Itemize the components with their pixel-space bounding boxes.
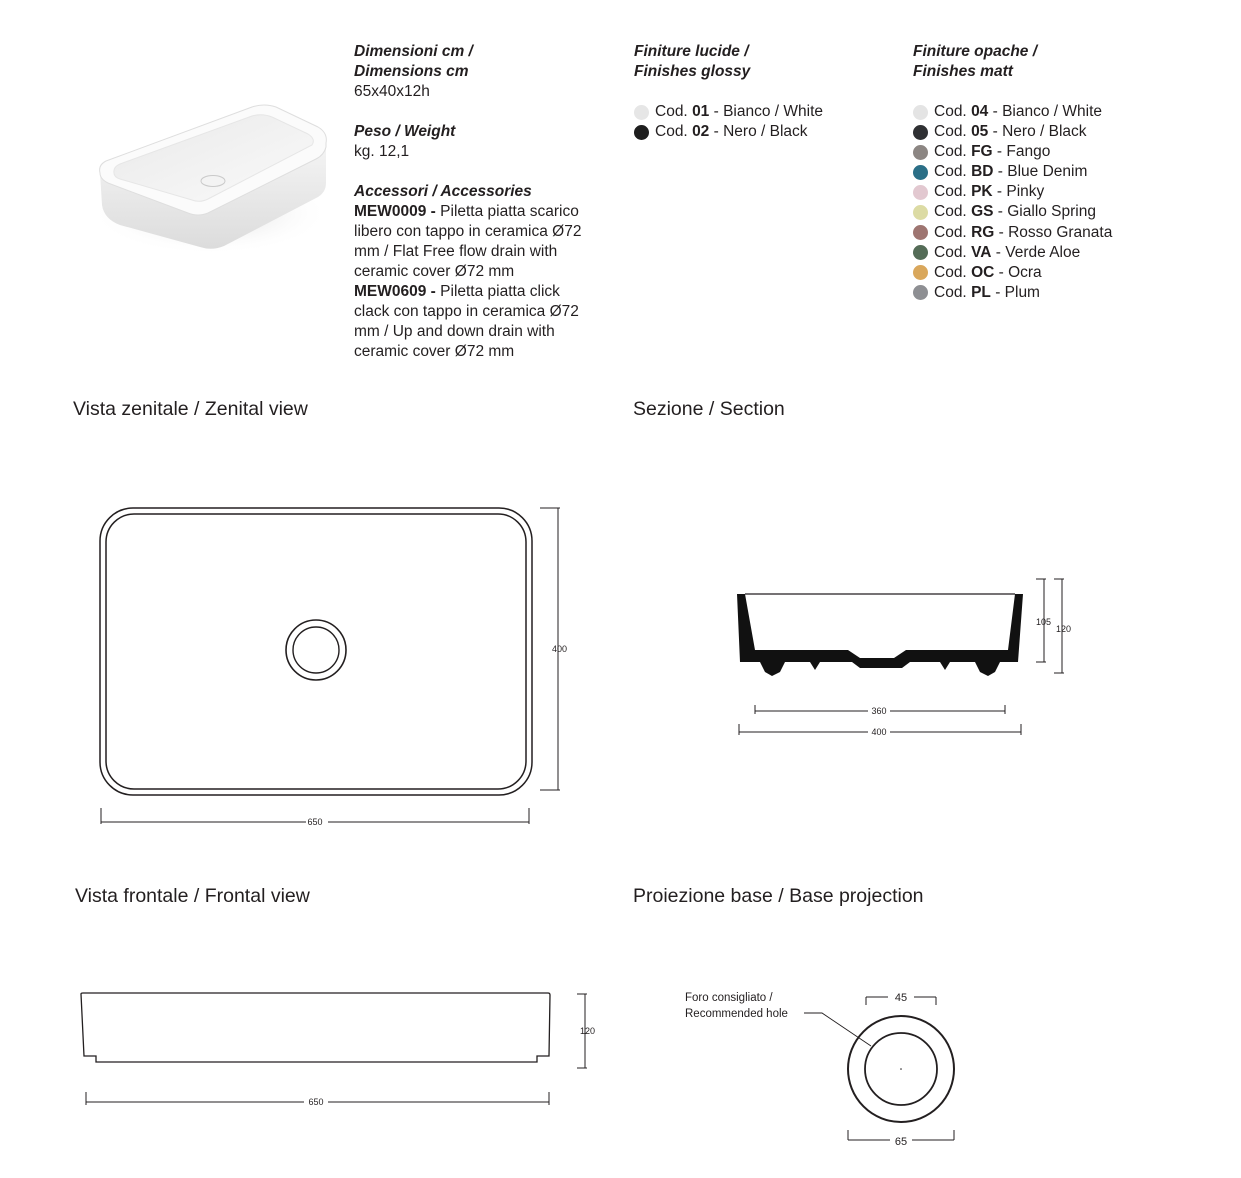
- recommended-hole-note-it: Foro consigliato /: [685, 992, 773, 1004]
- finish-name: - Nero / Black: [713, 123, 808, 141]
- base-diameter-label: 65: [894, 1136, 908, 1148]
- glossy-heading-it: Finiture lucide /: [634, 43, 749, 60]
- accessories-heading: Accessori / Accessories: [354, 183, 532, 200]
- section-drawing: [737, 579, 1064, 735]
- matt-heading-it: Finiture opache /: [913, 43, 1038, 60]
- finish-code: BD: [971, 163, 994, 181]
- finish-name: - Blue Denim: [997, 163, 1088, 181]
- accessory-code: MEW0609 -: [354, 283, 436, 300]
- finish-code: VA: [971, 243, 992, 261]
- frontal-drawing: [81, 993, 587, 1105]
- finish-prefix: Cod.: [934, 143, 967, 161]
- finish-prefix: Cod.: [934, 163, 967, 181]
- section-inner-height-label: 105: [1036, 617, 1052, 627]
- finish-prefix: Cod.: [934, 123, 967, 141]
- base-drawing: [804, 997, 954, 1140]
- section-outer-height-label: 120: [1056, 624, 1072, 634]
- dimensions-value: 65x40x12h: [354, 83, 430, 100]
- accessory-text: mm / Up and down drain with: [354, 323, 555, 340]
- section-inner-width-label: 360: [871, 706, 887, 716]
- finish-code: 05: [971, 123, 989, 141]
- recommended-hole-note-en: Recommended hole: [685, 1008, 788, 1020]
- finish-prefix: Cod.: [934, 103, 967, 120]
- finish-code: OC: [971, 263, 995, 281]
- finish-code: FG: [971, 143, 993, 161]
- finish-prefix: Cod.: [655, 103, 688, 120]
- frontal-height-label: 120: [580, 1026, 596, 1036]
- accessory-text: ceramic cover Ø72 mm: [354, 263, 515, 280]
- zenital-depth-label: 400: [552, 644, 568, 654]
- finish-name: - Plum: [995, 283, 1040, 301]
- accessory-text: mm / Flat Free flow drain with: [354, 243, 558, 260]
- accessory-code: MEW0009 -: [354, 203, 436, 220]
- accessory-text: ceramic cover Ø72 mm: [354, 343, 515, 360]
- dimensions-heading-it: Dimensioni cm /: [354, 43, 473, 60]
- frontal-view-title: Vista frontale / Frontal view: [75, 885, 310, 907]
- finish-name: - Pinky: [996, 183, 1045, 201]
- zenital-drawing: [100, 508, 560, 824]
- finish-prefix: Cod.: [934, 283, 967, 301]
- finish-name: - Giallo Spring: [997, 203, 1096, 221]
- matt-heading-en: Finishes matt: [913, 63, 1013, 80]
- finish-prefix: Cod.: [934, 203, 967, 221]
- zenital-view-title: Vista zenitale / Zenital view: [73, 398, 308, 420]
- finish-name: - Fango: [996, 143, 1051, 161]
- glossy-heading-en: Finishes glossy: [634, 63, 751, 80]
- weight-heading: Peso / Weight: [354, 123, 456, 140]
- finish-prefix: Cod.: [934, 223, 967, 241]
- finish-name: - Verde Aloe: [995, 243, 1081, 261]
- finish-code: 01: [692, 103, 710, 120]
- zenital-width-label: 650: [307, 817, 323, 827]
- finish-code: RG: [971, 223, 995, 241]
- section-outer-width-label: 400: [871, 727, 887, 737]
- frontal-width-label: 650: [308, 1097, 324, 1107]
- accessory-text: Piletta piatta scarico: [440, 203, 579, 220]
- finish-code: 02: [692, 123, 710, 141]
- finish-name: - Ocra: [998, 263, 1042, 281]
- base-view-title: Proiezione base / Base projection: [633, 885, 924, 907]
- finish-name: - Bianco / White: [992, 103, 1103, 120]
- weight-value: kg. 12,1: [354, 143, 410, 160]
- accessory-text: clack con tappo in ceramica Ø72: [354, 303, 579, 320]
- finish-name: - Rosso Granata: [998, 223, 1113, 241]
- dimensions-heading-en: Dimensions cm: [354, 63, 469, 80]
- finish-code: 04: [971, 103, 989, 120]
- finish-prefix: Cod.: [934, 243, 967, 261]
- section-view-title: Sezione / Section: [633, 398, 785, 420]
- accessory-text: Piletta piatta click: [440, 283, 560, 300]
- hole-diameter-label: 45: [894, 992, 908, 1004]
- finish-prefix: Cod.: [934, 263, 967, 281]
- finish-prefix: Cod.: [655, 123, 688, 141]
- finish-prefix: Cod.: [934, 183, 967, 201]
- finish-name: - Bianco / White: [713, 103, 824, 120]
- finish-code: PL: [971, 283, 991, 301]
- finish-code: PK: [971, 183, 993, 201]
- accessory-text: libero con tappo in ceramica Ø72: [354, 223, 582, 240]
- finish-name: - Nero / Black: [992, 123, 1087, 141]
- finish-code: GS: [971, 203, 994, 221]
